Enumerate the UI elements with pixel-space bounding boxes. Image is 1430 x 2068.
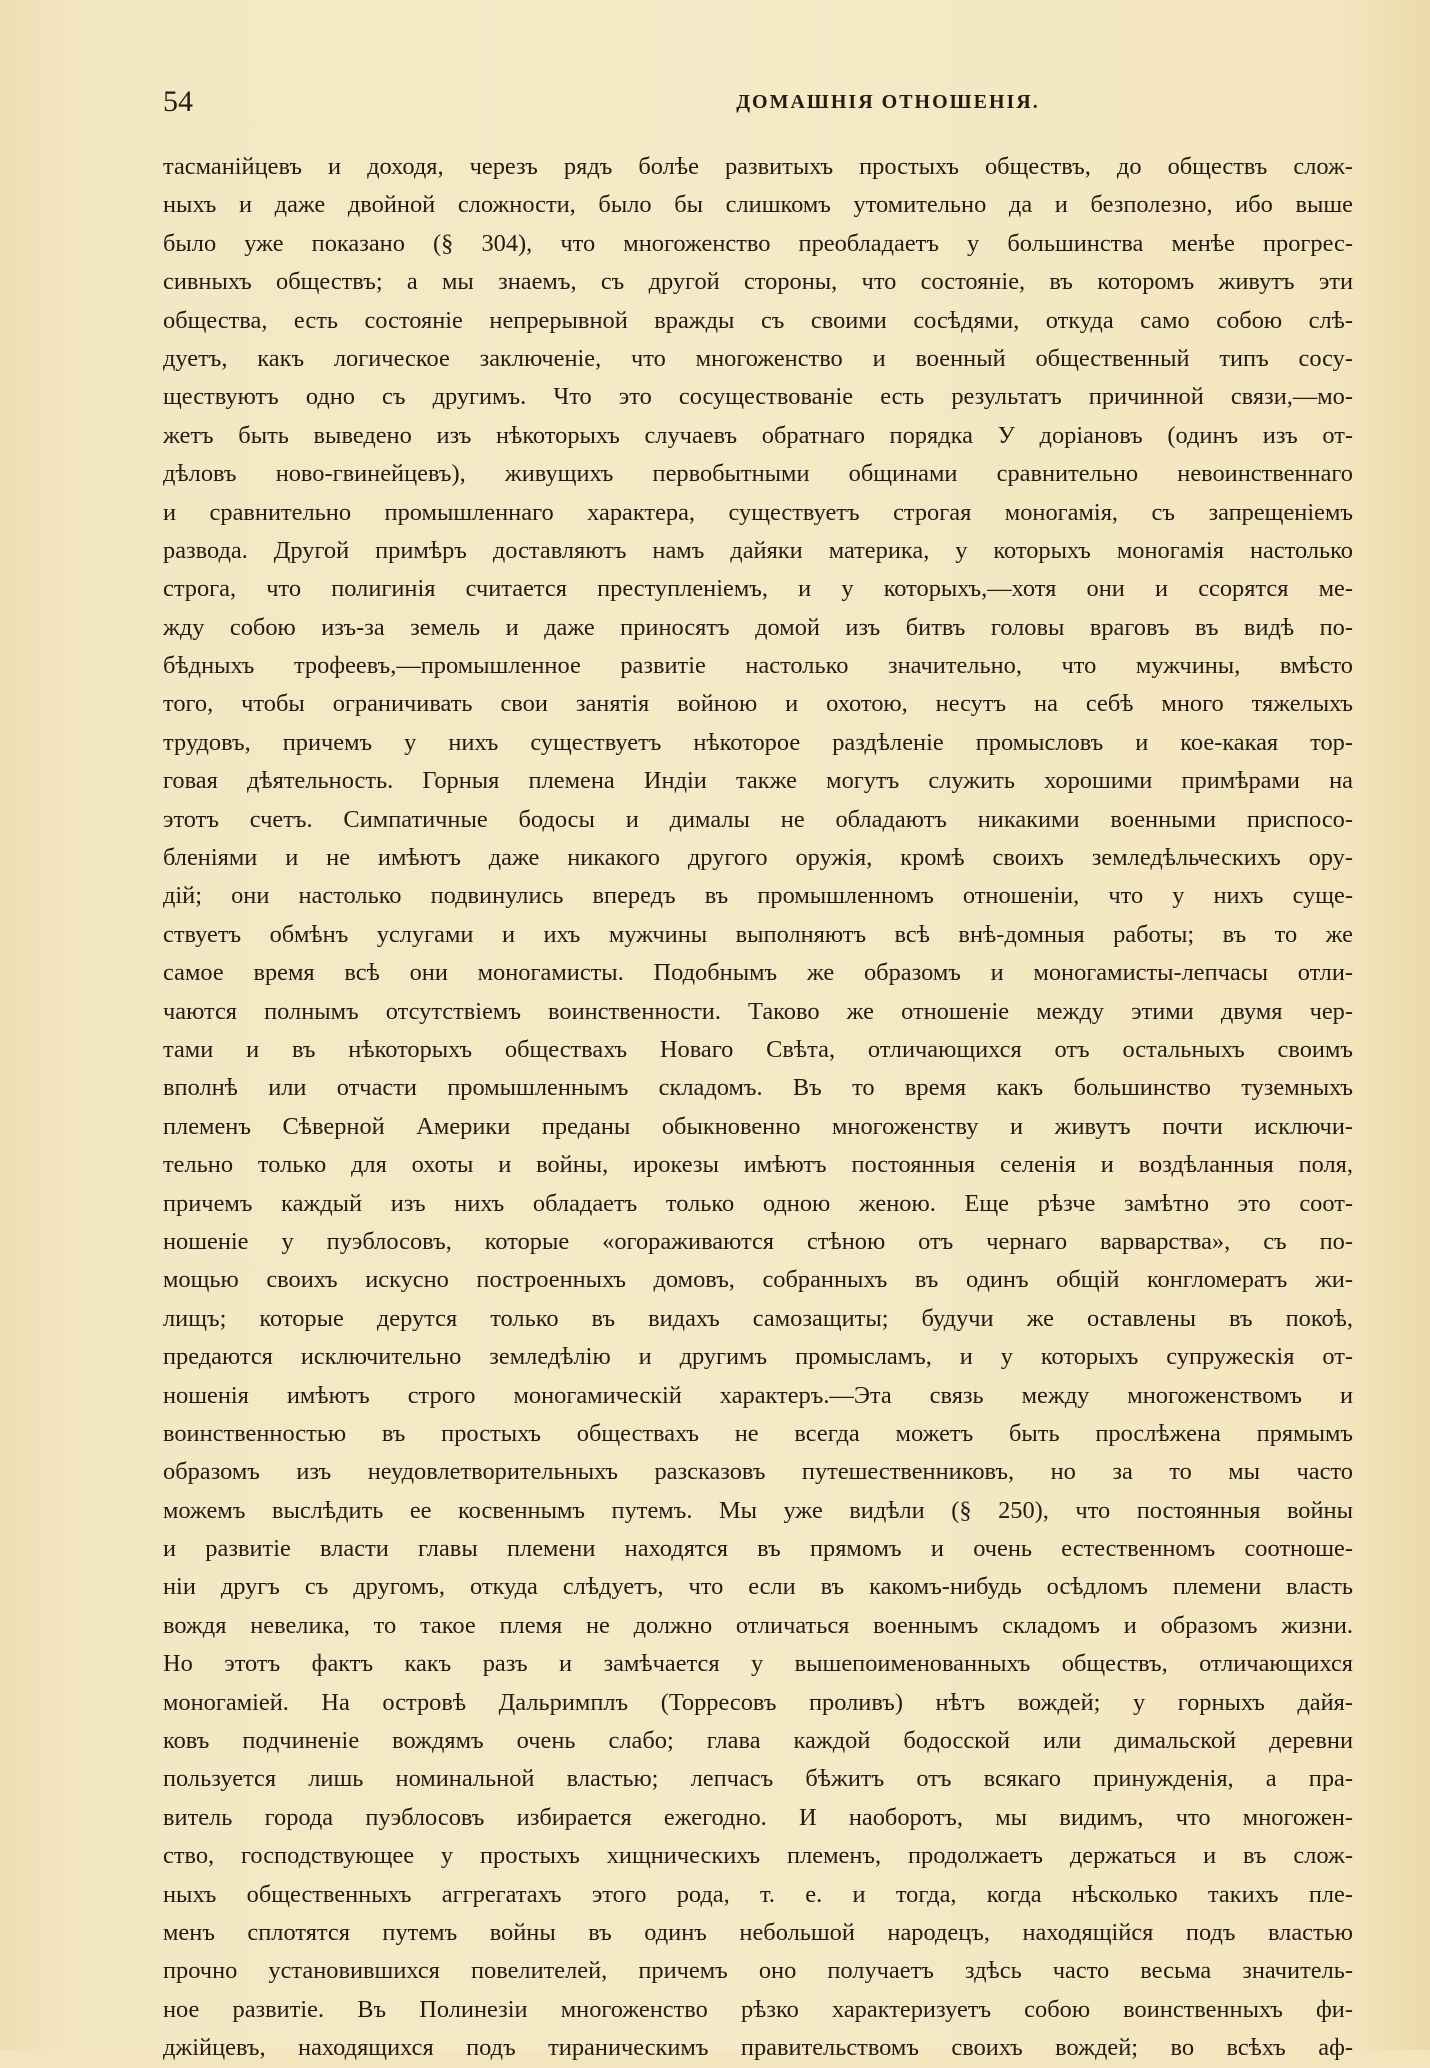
body-text — [163, 148, 1353, 2068]
text-line: ныхъ и даже двойной сложности, было бы слишкомъ утомительно да и безполезно, ибо выше — [163, 191, 1353, 219]
text-line: джійцевъ, находящихся подъ тираническимъ правительствомъ своихъ вождей; во всѣхъ аф- — [163, 2034, 1353, 2062]
text-line: общества, есть состояніе непрерывной вражды съ своими сосѣдями, откуда само собою слѣ- — [163, 306, 1353, 334]
text-line: менъ сплотятся путемъ войны въ одинъ небольшой народецъ, находящійся подъ властью — [163, 1918, 1353, 1946]
running-title: ДОМАШНІЯ ОТНОШЕНІЯ. — [736, 91, 1040, 113]
text-line: и развитіе власти главы племени находятся въ прямомъ и очень естественномъ соотноше- — [163, 1535, 1353, 1563]
text-line: ковъ подчиненіе вождямъ очень слабо; глава каждой бодосской или димальской деревни — [163, 1727, 1353, 1755]
text-line: витель города пуэблосовъ избирается ежегодно. И наоборотъ, мы видимъ, что многожен- — [163, 1803, 1353, 1831]
text-line: образомъ изъ неудовлетворительныхъ разсказовъ путешественниковъ, но за то мы часто — [163, 1458, 1353, 1486]
text-line: ществуютъ одно съ другимъ. Что это сосуществованіе есть результатъ причинной связи,—мо- — [163, 383, 1353, 411]
text-line: племенъ Сѣверной Америки преданы обыкновенно многоженству и живутъ почти исключи- — [163, 1112, 1353, 1140]
text-line: жду собою изъ-за земель и даже приносятъ домой изъ битвъ головы враговъ въ видѣ по- — [163, 613, 1353, 641]
text-line: лищъ; которые дерутся только въ видахъ самозащиты; будучи же оставлены въ покоѣ, — [163, 1304, 1353, 1332]
text-line: дѣловъ ново-гвинейцевъ), живущихъ первобытными общинами сравнительно невоинственнаго — [163, 460, 1353, 488]
text-line: бленіями и не имѣютъ даже никакого другого оружія, кромѣ своихъ земледѣльческихъ ору- — [163, 844, 1353, 872]
text-line: пользуется лишь номинальной властью; лепчасъ бѣжитъ отъ всякаго принужденія, а пра- — [163, 1765, 1353, 1793]
text-line: ствуетъ обмѣнъ услугами и ихъ мужчины выполняютъ всѣ внѣ-домныя работы; въ то же — [163, 920, 1353, 948]
text-line: дуетъ, какъ логическое заключеніе, что многоженство и военный общественный типъ сосу- — [163, 344, 1353, 372]
page-number: 54 — [163, 85, 193, 118]
text-line: вождя невелика, то такое племя не должно отличаться военнымъ складомъ и образомъ жизни. — [163, 1611, 1353, 1639]
text-line: сивныхъ обществъ; а мы знаемъ, съ другой стороны, что состояніе, въ которомъ живутъ эти — [163, 268, 1353, 296]
text-line: строга, что полигинія считается преступленіемъ, и у которыхъ,—хотя они и ссорятся ме- — [163, 575, 1353, 603]
text-line: и сравнительно промышленнаго характера, существуетъ строгая моногамія, съ запрещеніемъ — [163, 498, 1353, 526]
text-line: чаются полнымъ отсутствіемъ воинственности. Таково же отношеніе между этими двумя чер- — [163, 997, 1353, 1025]
text-line: мощью своихъ искусно построенныхъ домовъ, собранныхъ въ одинъ общій конгломератъ жи- — [163, 1266, 1353, 1294]
text-line: жетъ быть выведено изъ нѣкоторыхъ случаевъ обратнаго порядка У доріановъ (одинъ изъ от- — [163, 421, 1353, 449]
text-line: тами и въ нѣкоторыхъ обществахъ Новаго Свѣта, отличающихся отъ остальныхъ своимъ — [163, 1035, 1353, 1063]
text-line: ство, господствующее у простыхъ хищническихъ племенъ, продолжаетъ держаться и въ слож- — [163, 1842, 1353, 1870]
text-line: Но этотъ фактъ какъ разъ и замѣчается у вышепоименованныхъ обществъ, отличающихся — [163, 1650, 1353, 1678]
text-line: воинственностью въ простыхъ обществахъ не всегда можетъ быть прослѣжена прямымъ — [163, 1419, 1353, 1447]
text-line: было уже показано (§ 304), что многоженство преобладаетъ у большинства менѣе прогрес- — [163, 229, 1353, 257]
text-line: ное развитіе. Въ Полинезіи многоженство рѣзко характеризуетъ собою воинственныхъ фи- — [163, 1995, 1353, 2023]
text-line: тельно только для охоты и войны, ирокезы имѣютъ постоянныя селенія и воздѣланныя поля, — [163, 1151, 1353, 1179]
text-line: говая дѣятельность. Горныя племена Индіи также могутъ служить хорошими примѣрами на — [163, 767, 1353, 795]
text-line: вполнѣ или отчасти промышленнымъ складомъ. Въ то время какъ большинство туземныхъ — [163, 1074, 1353, 1102]
text-line: ныхъ общественныхъ аггрегатахъ этого рода, т. е. и тогда, когда нѣсколько такихъ пле- — [163, 1880, 1353, 1908]
text-line: ношенія имѣютъ строго моногамическій характеръ.—Эта связь между многоженствомъ и — [163, 1381, 1353, 1409]
text-line: этотъ счетъ. Симпатичные бодосы и дималы не обладаютъ никакими военными приспосо- — [163, 805, 1353, 833]
text-line: моногаміей. На островѣ Дальримплъ (Торресовъ проливъ) нѣтъ вождей; у горныхъ дайя- — [163, 1688, 1353, 1716]
text-line: самое время всѣ они моногамисты. Подобнымъ же образомъ и моногамисты-лепчасы отли- — [163, 959, 1353, 987]
text-line: тасманійцевъ и доходя, черезъ рядъ болѣе развитыхъ простыхъ обществъ, до обществъ слож- — [163, 153, 1353, 180]
text-line: трудовъ, причемъ у нихъ существуетъ нѣкоторое раздѣленіе промысловъ и кое-какая тор- — [163, 728, 1353, 756]
text-line: дій; они настолько подвинулись впередъ въ промышленномъ отношеніи, что у нихъ суще- — [163, 882, 1353, 910]
text-line: причемъ каждый изъ нихъ обладаетъ только одною женою. Еще рѣзче замѣтно это соот- — [163, 1189, 1353, 1217]
page-header — [163, 82, 1430, 122]
text-line: предаются исключительно земледѣлію и другимъ промысламъ, и у которыхъ супружескія от- — [163, 1343, 1353, 1371]
text-line: ніи другъ съ другомъ, откуда слѣдуетъ, что если въ какомъ-нибудь осѣдломъ племени власть — [163, 1573, 1353, 1601]
text-line: прочно установившихся повелителей, причемъ оно получаетъ здѣсь часто весьма значитель- — [163, 1957, 1353, 1985]
text-line: ношеніе у пуэблосовъ, которые «огораживаются стѣною отъ чернаго варварства», съ по- — [163, 1227, 1353, 1255]
text-line: бѣдныхъ трофеевъ,—промышленное развитіе настолько значительно, что мужчины, вмѣсто — [163, 652, 1353, 680]
text-line: развода. Другой примѣръ доставляютъ намъ дайяки материка, у которыхъ моногамія настолько — [163, 536, 1353, 564]
text-line: того, чтобы ограничивать свои занятія войною и охотою, несутъ на себѣ много тяжелыхъ — [163, 690, 1353, 718]
text-line: можемъ выслѣдить ее косвеннымъ путемъ. Мы уже видѣли (§ 250), что постоянныя войны — [163, 1496, 1353, 1524]
